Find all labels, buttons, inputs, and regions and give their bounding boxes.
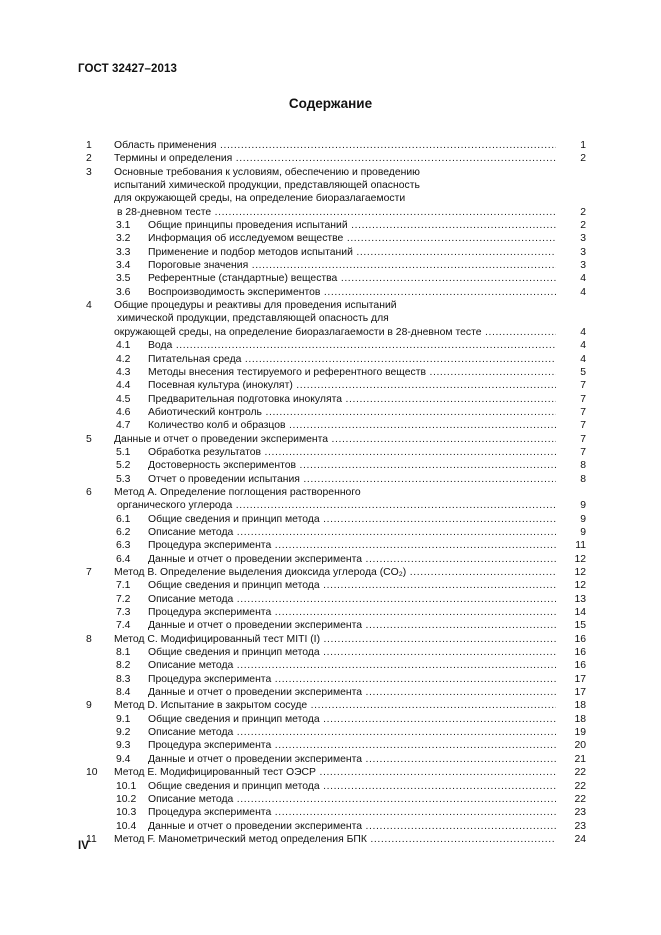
toc-page-number: 3	[580, 233, 586, 245]
toc-row	[80, 713, 586, 726]
toc-number: 3.3	[116, 246, 131, 258]
toc-row	[80, 646, 586, 659]
document-code: ГОСТ 32427–2013	[78, 63, 178, 75]
toc-row	[80, 619, 586, 632]
toc-number: 5.2	[116, 460, 131, 472]
toc-entry-title: Процедура эксперимента	[148, 540, 272, 552]
toc-entry-title: Метод F. Манометрический метод определения БПК	[114, 833, 367, 845]
toc-entry-title: Процедура эксперимента	[148, 740, 272, 752]
toc-entry-text: Метод А. Определение поглощения растворенного	[114, 486, 361, 498]
toc-row	[80, 553, 586, 566]
toc-number: 3.6	[116, 286, 131, 298]
toc-entry-link[interactable]	[148, 713, 556, 726]
toc-page-number: 4	[580, 326, 586, 338]
toc-number: 4.3	[116, 366, 131, 378]
toc-entry-title: Обработка результатов	[148, 446, 262, 458]
toc-entry-title: Общие сведения и принцип метода	[148, 647, 320, 659]
toc-page-number: 20	[574, 740, 586, 752]
toc-row	[80, 406, 586, 419]
toc-number: 8.1	[116, 647, 131, 659]
toc-page-number: 18	[574, 700, 586, 712]
toc-row	[80, 232, 586, 245]
toc-number: 3.1	[116, 220, 131, 232]
toc-row	[80, 219, 586, 232]
toc-entry-link[interactable]	[114, 206, 556, 219]
toc-entry-title: Общие сведения и принцип метода	[148, 713, 320, 725]
toc-page-number: 23	[574, 820, 586, 832]
toc-number: 9	[86, 700, 92, 712]
toc-entry-link[interactable]	[148, 219, 556, 232]
toc-page-number: 18	[574, 713, 586, 725]
toc-row	[80, 259, 586, 272]
toc-page-number: 3	[580, 246, 586, 258]
toc-page-number: 2	[580, 153, 586, 165]
toc-row	[80, 446, 586, 459]
toc-row	[80, 833, 586, 846]
toc-row	[80, 206, 586, 219]
toc-entry-link[interactable]	[148, 606, 556, 619]
toc-page-number: 9	[580, 513, 586, 525]
toc-number: 1	[86, 140, 92, 151]
toc-page-number: 8	[580, 460, 586, 472]
toc-entry-text: для окружающей среды, на определение биоразлагаемости	[114, 193, 406, 205]
toc-entry-link[interactable]	[148, 232, 556, 245]
toc-row	[80, 312, 586, 325]
toc-entry-link[interactable]	[148, 473, 556, 486]
toc-page-number: 19	[574, 727, 586, 739]
toc-number: 7.2	[116, 593, 131, 605]
toc-row	[80, 152, 586, 165]
toc-page-number: 16	[574, 633, 586, 645]
toc-entry-link[interactable]	[114, 326, 556, 339]
toc-row	[80, 499, 586, 512]
toc-entry-title: Область применения	[114, 140, 217, 151]
toc-entry-title: Процедура эксперимента	[148, 673, 272, 685]
toc-number: 3.4	[116, 260, 131, 272]
toc-row	[80, 806, 586, 819]
toc-row	[80, 299, 586, 312]
toc-row	[80, 366, 586, 379]
toc-page-number: 22	[574, 793, 586, 805]
toc-row	[80, 419, 586, 432]
toc-entry-title: Процедура эксперимента	[148, 607, 272, 619]
toc-number: 3	[86, 166, 92, 178]
toc-row	[80, 766, 586, 779]
toc-page-number: 22	[574, 780, 586, 792]
toc-page-number: 12	[574, 580, 586, 592]
toc-entry-link[interactable]	[148, 539, 556, 552]
toc-row	[80, 726, 586, 739]
toc-number: 5.3	[116, 473, 131, 485]
toc-row	[80, 699, 586, 712]
toc-page-number: 1	[580, 140, 586, 151]
toc-entry-link[interactable]	[114, 699, 556, 712]
toc-entry-title: Абиотический контроль	[148, 406, 262, 418]
toc-number: 4.5	[116, 393, 131, 405]
toc-page-number: 14	[574, 607, 586, 619]
toc-number: 5	[86, 433, 92, 445]
toc-entry-title: окружающей среды, на определение биоразлагаемости в 28-дневном тесте	[114, 326, 482, 338]
toc-page-number: 15	[574, 620, 586, 632]
toc-number: 6.1	[116, 513, 131, 525]
toc-number: 3.2	[116, 233, 131, 245]
toc-row	[80, 793, 586, 806]
toc-entry-title: Описание метода	[148, 727, 234, 739]
toc-number: 4.7	[116, 420, 131, 432]
toc-number: 8.3	[116, 673, 131, 685]
toc-number: 10.2	[116, 793, 137, 805]
toc-number: 9.2	[116, 727, 131, 739]
toc-row	[80, 579, 586, 592]
toc-entry-link[interactable]	[148, 793, 556, 806]
toc-number: 2	[86, 153, 92, 165]
toc-page-number: 4	[580, 353, 586, 365]
toc-entry-title: Описание метода	[148, 593, 234, 605]
toc-entry-link[interactable]	[148, 366, 556, 379]
toc-entry-link[interactable]	[148, 553, 556, 566]
toc-entry-title: Данные и отчет о проведении эксперимента	[148, 753, 363, 765]
toc-row	[80, 246, 586, 259]
toc-number: 9.3	[116, 740, 131, 752]
toc-row	[80, 272, 586, 285]
toc-number: 8.2	[116, 660, 131, 672]
toc-page-number: 7	[580, 446, 586, 458]
toc-page-number: 3	[580, 260, 586, 272]
toc-page-number: 7	[580, 380, 586, 392]
toc-number: 11	[86, 833, 97, 845]
toc-entry-title: Посевная культура (инокулят)	[148, 380, 293, 392]
toc-row	[80, 593, 586, 606]
toc-entry-title: Описание метода	[148, 660, 234, 672]
toc-entry-link[interactable]	[148, 286, 556, 299]
toc-entry-title: Пороговые значения	[148, 260, 249, 272]
toc-entry-link[interactable]	[148, 459, 556, 472]
toc-entry-title: Общие сведения и принцип метода	[148, 513, 320, 525]
toc-row	[80, 633, 586, 646]
toc-entry-text: Общие процедуры и реактивы для проведения испытаний	[114, 300, 397, 312]
toc-number: 9.1	[116, 713, 131, 725]
toc-page-number: 9	[580, 500, 586, 512]
toc-entry-title: Питательная среда	[148, 353, 242, 365]
toc-entry-link[interactable]	[114, 633, 556, 646]
toc-entry-title: Вода	[148, 340, 173, 352]
toc-entry-link[interactable]	[114, 499, 556, 512]
page-title: Содержание	[288, 96, 373, 111]
toc-entry-link[interactable]	[114, 566, 556, 579]
toc-entry-link[interactable]	[148, 806, 556, 819]
toc-row	[80, 459, 586, 472]
toc-entry-link[interactable]	[148, 739, 556, 752]
toc-entry-title: Предварительная подготовка инокулята	[148, 393, 343, 405]
toc-entry-link[interactable]	[114, 152, 556, 165]
toc-entry-title: Воспроизводимость экспериментов	[148, 286, 321, 298]
toc-row	[80, 780, 586, 793]
toc-page-number: 24	[574, 833, 586, 845]
toc-number: 10.3	[116, 807, 137, 819]
toc-entry-title: Достоверность экспериментов	[148, 460, 297, 472]
toc-page-number: 16	[574, 660, 586, 672]
toc-page-number: 23	[574, 807, 586, 819]
toc-number: 7.4	[116, 620, 131, 632]
toc-number: 7.1	[116, 580, 131, 592]
toc-entry-text: испытаний химической продукции, представляющей опасность	[114, 180, 420, 192]
toc-row	[80, 179, 586, 192]
toc-number: 4.4	[116, 380, 131, 392]
toc-entry-title: Отчет о проведении испытания	[148, 473, 300, 485]
toc-page-number: 4	[580, 286, 586, 298]
toc-entry-link[interactable]	[114, 139, 556, 152]
toc-page-number: 7	[580, 393, 586, 405]
toc-entry-title: органического углерода	[117, 500, 233, 512]
toc-entry-link[interactable]	[148, 593, 556, 606]
toc-number: 4.1	[116, 340, 131, 352]
toc-entry-title: Данные и отчет о проведении эксперимента	[148, 620, 363, 632]
toc-page-number: 2	[580, 206, 586, 218]
toc-entry-text: Основные требования к условиям, обеспечению и проведению	[114, 166, 420, 178]
toc-page-number: 21	[574, 753, 586, 765]
toc-number: 6.2	[116, 526, 131, 538]
toc-page-number: 7	[580, 420, 586, 432]
toc-page-number: 7	[580, 406, 586, 418]
toc-entry-title: Информация об исследуемом веществе	[148, 233, 344, 245]
toc-entry-link[interactable]	[148, 419, 556, 432]
toc-row	[80, 526, 586, 539]
toc-entry-title: Описание метода	[148, 793, 234, 805]
toc-row	[80, 326, 586, 339]
table-of-contents	[80, 139, 586, 846]
toc-row	[80, 539, 586, 552]
toc-entry-text: химической продукции, представляющей опасность для	[117, 313, 389, 325]
toc-entry-title: Применение и подбор методов испытаний	[148, 246, 353, 258]
toc-page-number: 17	[574, 673, 586, 685]
toc-number: 8	[86, 633, 92, 645]
toc-row	[80, 673, 586, 686]
toc-row	[80, 166, 586, 179]
toc-row	[80, 566, 586, 579]
toc-row	[80, 339, 586, 352]
toc-entry-link[interactable]	[148, 753, 556, 766]
toc-row	[80, 820, 586, 833]
toc-entry-title: Процедура эксперимента	[148, 807, 272, 819]
toc-page-number: 4	[580, 273, 586, 285]
toc-entry-title: Метод С. Модифицированный тест MITI (I)	[114, 633, 321, 645]
toc-page-number: 8	[580, 473, 586, 485]
toc-entry-link[interactable]	[148, 526, 556, 539]
toc-number: 9.4	[116, 753, 131, 765]
toc-entry-link[interactable]	[148, 820, 556, 833]
toc-entry-link[interactable]	[148, 513, 556, 526]
toc-number: 3.5	[116, 273, 131, 285]
toc-entry-title: Метод В. Определение выделения диоксида углерода (CO₂)	[114, 567, 407, 578]
toc-row	[80, 739, 586, 752]
toc-entry-link[interactable]	[148, 780, 556, 793]
toc-entry-link[interactable]	[148, 659, 556, 672]
toc-row	[80, 139, 586, 152]
toc-entry-link[interactable]	[148, 259, 556, 272]
toc-number: 8.4	[116, 687, 131, 699]
toc-entry-link[interactable]	[114, 766, 556, 779]
toc-entry-link[interactable]	[148, 339, 556, 352]
toc-number: 6.4	[116, 553, 131, 565]
toc-entry-link[interactable]	[148, 726, 556, 739]
toc-page-number: 13	[574, 593, 586, 605]
toc-number: 10.4	[116, 820, 137, 832]
toc-page-number: 4	[580, 340, 586, 352]
toc-number: 4.2	[116, 353, 131, 365]
toc-entry-link[interactable]	[148, 686, 556, 699]
toc-entry-title: Описание метода	[148, 526, 234, 538]
toc-page-number: 17	[574, 687, 586, 699]
toc-entry-title: Метод D. Испытание в закрытом сосуде	[114, 700, 308, 712]
toc-entry-link[interactable]	[148, 353, 556, 366]
toc-entry-link[interactable]	[148, 379, 556, 392]
toc-entry-title: в 28-дневном тесте	[117, 206, 212, 218]
toc-page-number: 12	[574, 567, 586, 578]
toc-entry-title: Данные и отчет о проведении эксперимента	[148, 687, 363, 699]
toc-entry-title: Термины и определения	[114, 153, 233, 165]
toc-entry-link[interactable]	[148, 673, 556, 686]
toc-entry-title: Данные и отчет о проведении эксперимента	[148, 820, 363, 832]
toc-entry-title: Общие сведения и принцип метода	[148, 580, 320, 592]
toc-entry-link[interactable]	[114, 833, 556, 846]
toc-entry-title: Методы внесения тестируемого и референтного веществ	[148, 366, 426, 378]
toc-row	[80, 353, 586, 366]
toc-row	[80, 753, 586, 766]
toc-number: 4	[86, 300, 92, 312]
toc-page-number: 9	[580, 526, 586, 538]
toc-page-number: 12	[574, 553, 586, 565]
toc-entry-title: Общие сведения и принцип метода	[148, 780, 320, 792]
toc-row	[80, 393, 586, 406]
toc-page-number: 2	[580, 220, 586, 232]
toc-entry-title: Количество колб и образцов	[148, 420, 286, 432]
toc-entry-link[interactable]	[148, 579, 556, 592]
toc-entry-link[interactable]	[148, 646, 556, 659]
toc-number: 10.1	[116, 780, 137, 792]
toc-entry-title: Метод Е. Модифицированный тест ОЭСР	[114, 767, 316, 779]
toc-entry-link[interactable]	[114, 433, 556, 446]
toc-page-number: 22	[574, 767, 586, 779]
toc-page-number: 16	[574, 647, 586, 659]
toc-entry-link[interactable]	[148, 406, 556, 419]
toc-number: 6	[86, 486, 92, 498]
toc-row	[80, 473, 586, 486]
toc-row	[80, 486, 586, 499]
page-number-roman: IV	[78, 840, 89, 852]
toc-entry-title: Референтные (стандартные) вещества	[148, 273, 338, 285]
toc-entry-link[interactable]	[148, 446, 556, 459]
toc-row	[80, 286, 586, 299]
toc-page-number: 11	[575, 540, 586, 552]
toc-entry-title: Данные и отчет о проведении эксперимента	[148, 553, 363, 565]
toc-row	[80, 379, 586, 392]
toc-row	[80, 513, 586, 526]
toc-number: 10	[86, 767, 98, 779]
toc-entry-link[interactable]	[148, 619, 556, 632]
toc-page-number: 5	[580, 366, 586, 378]
toc-number: 5.1	[116, 446, 131, 458]
toc-entry-link[interactable]	[148, 393, 556, 406]
toc-number: 7.3	[116, 607, 131, 619]
toc-number: 6.3	[116, 540, 131, 552]
toc-number: 7	[86, 567, 92, 578]
toc-entry-link[interactable]	[148, 272, 556, 285]
toc-page-number: 7	[580, 433, 586, 445]
toc-entry-title: Данные и отчет о проведении эксперимента	[114, 433, 329, 445]
toc-row	[80, 659, 586, 672]
toc-number: 4.6	[116, 406, 131, 418]
toc-entry-title: Общие принципы проведения испытаний	[148, 220, 348, 232]
toc-row	[80, 606, 586, 619]
toc-entry-link[interactable]	[148, 246, 556, 259]
toc-row	[80, 192, 586, 205]
toc-row	[80, 433, 586, 446]
toc-row	[80, 686, 586, 699]
